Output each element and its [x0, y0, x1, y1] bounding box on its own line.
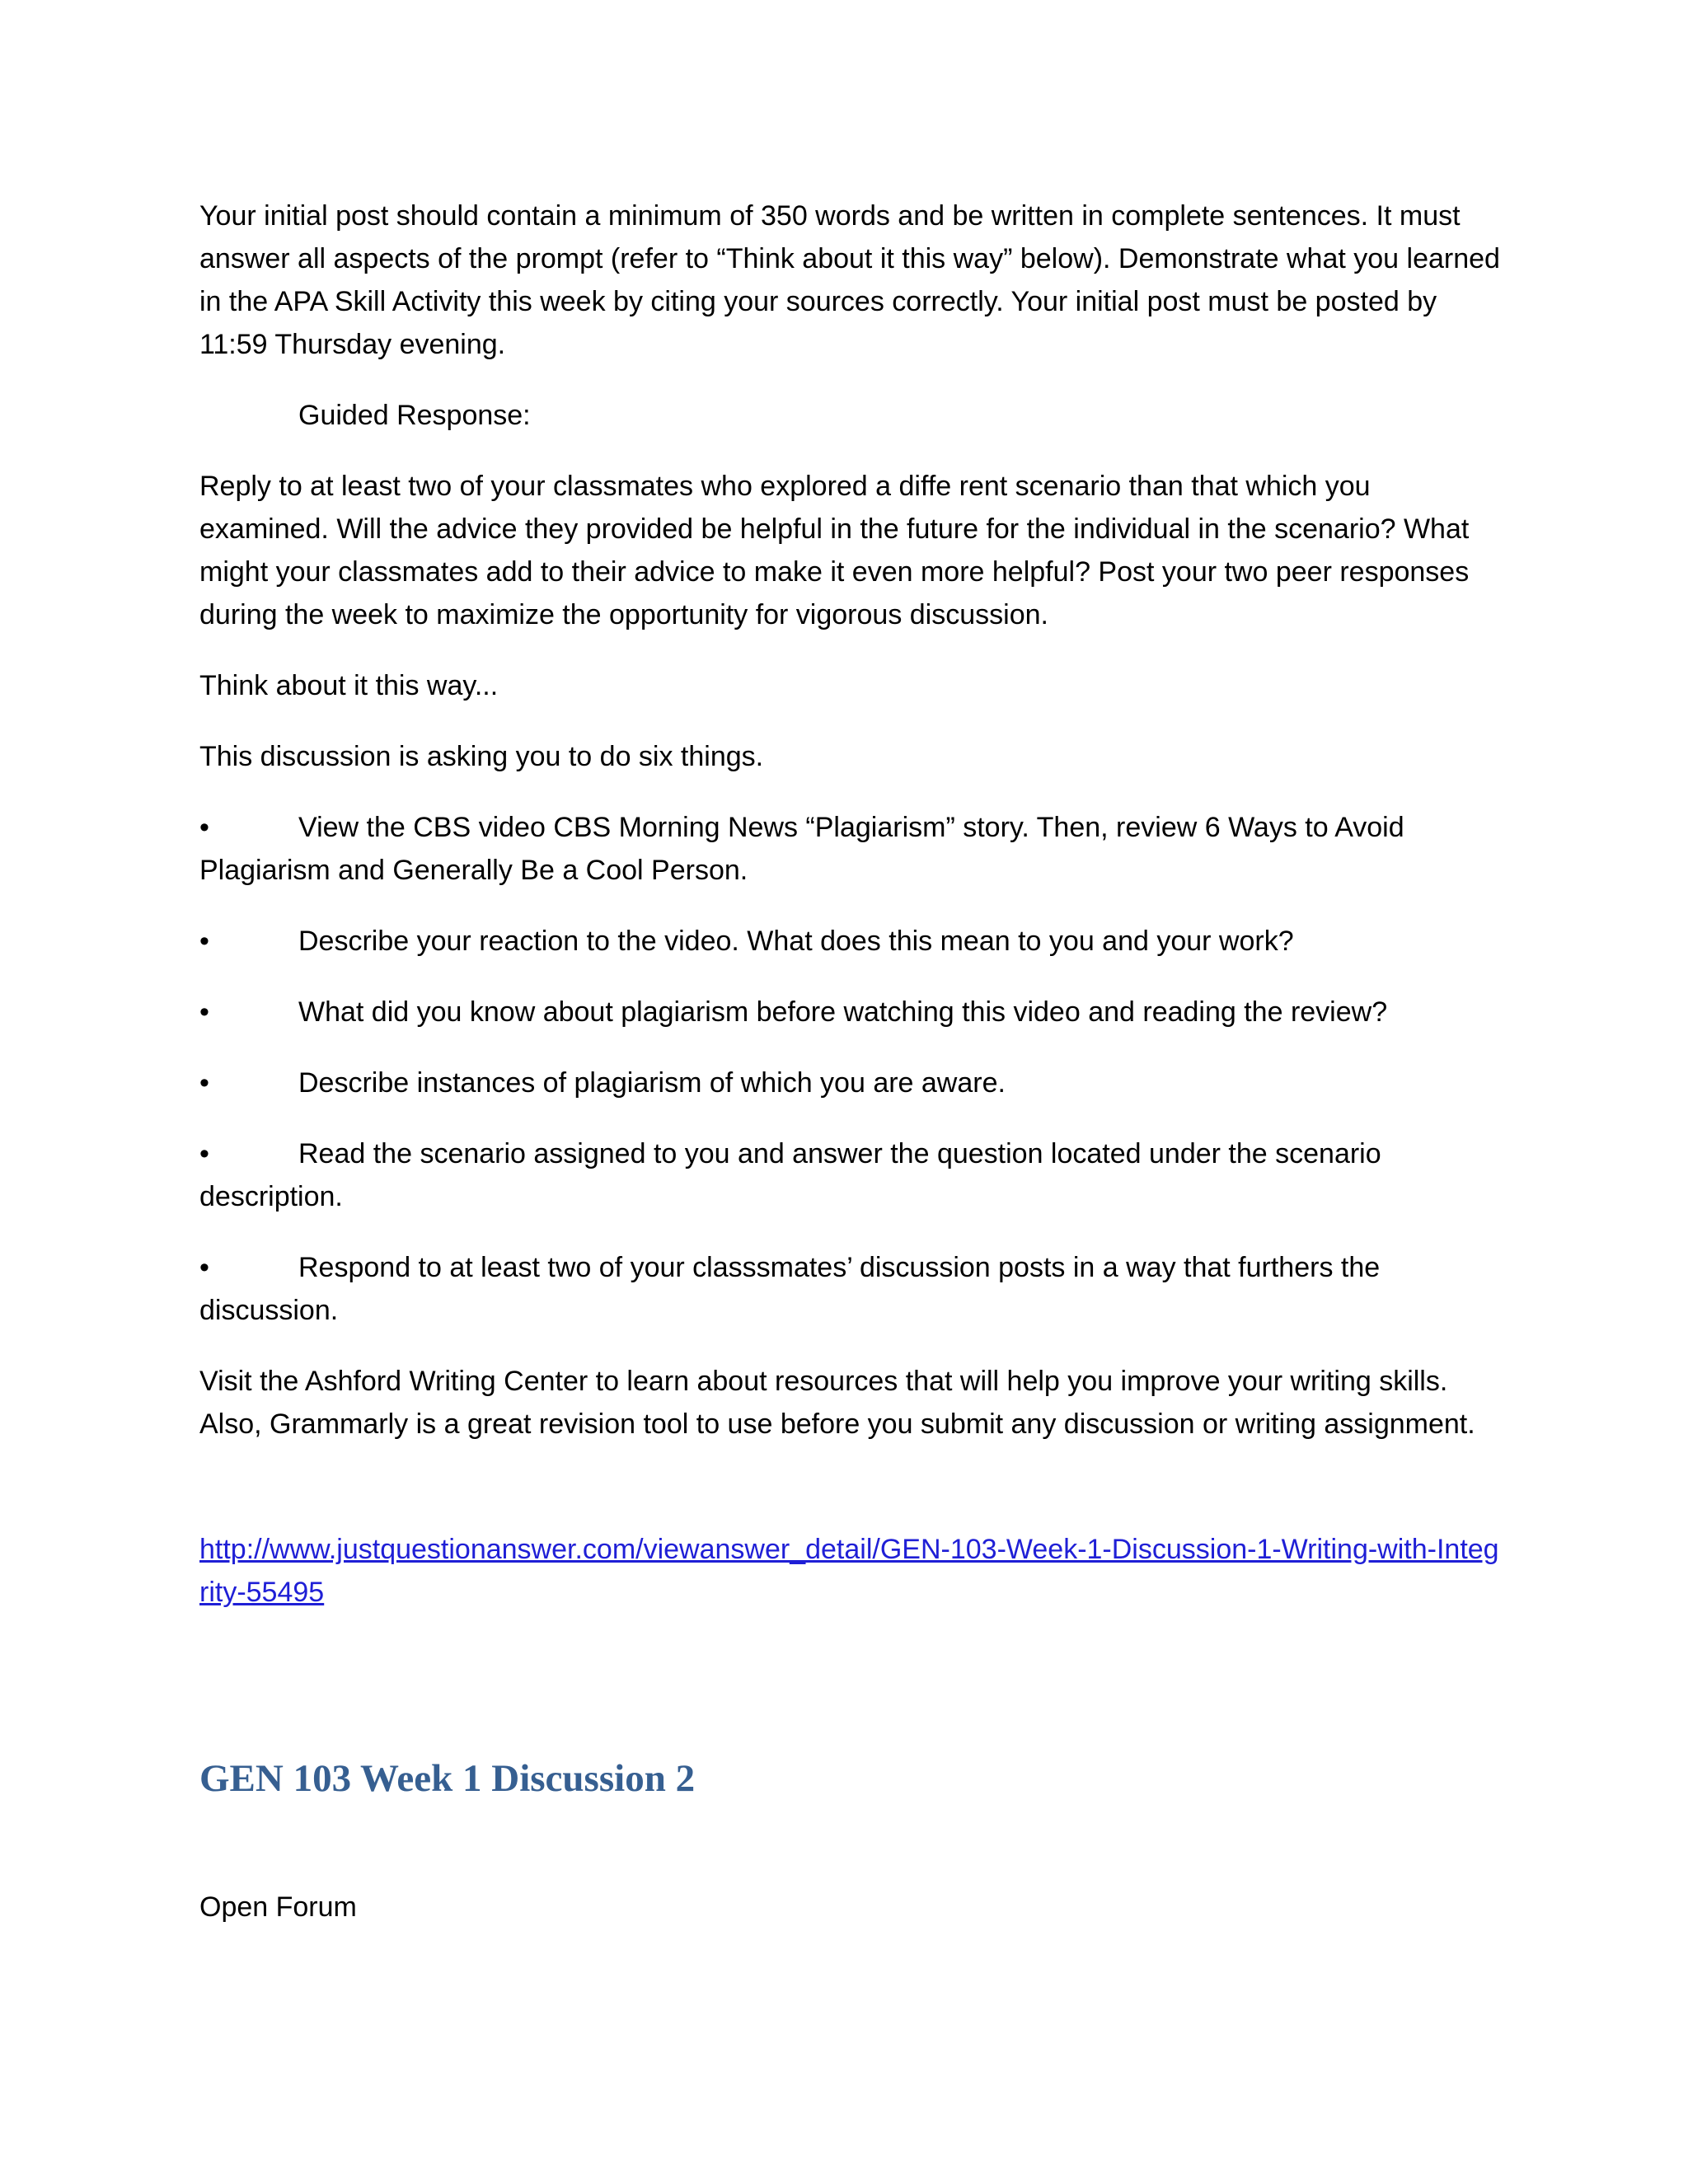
list-item — [199, 1062, 1502, 1104]
bullet-icon: • — [199, 926, 209, 957]
bullet-text: What did you know about plagiarism before watching this video and reading the review? — [298, 996, 1388, 1028]
think-heading: Think about it this way... — [199, 670, 499, 701]
document-page — [199, 194, 1502, 1957]
bullet-text: Respond to at least two of your classsmates’ discussion posts in a way that furthers the discussion. — [199, 1252, 1381, 1326]
bullet-icon: • — [199, 812, 209, 843]
intro-paragraph: Your initial post should contain a minimum of 350 words and be written in complete sentences. It must answer all aspects of the prompt (refer to “Think about it this way” below). Demonstrate what you learned in the APA Skill Activity this week by citing your sources correctly. Your initial post must be posted by 11:59 Thursday evening. — [199, 200, 1500, 360]
bullet-text: Read the scenario assigned to you and answer the question located under the scenario description. — [199, 1138, 1381, 1212]
list-item — [199, 1246, 1502, 1332]
list-item — [199, 1132, 1502, 1218]
section-heading: GEN 103 Week 1 Discussion 2 — [199, 1757, 696, 1800]
six-things-intro: This discussion is asking you to do six things. — [199, 741, 764, 772]
closing-paragraph: Visit the Ashford Writing Center to learn about resources that will help you improve your writing skills. Also, Grammarly is a great revision tool to use before you submit any discussion or writing assignment. — [199, 1366, 1475, 1440]
guided-response-paragraph: Reply to at least two of your classmates who explored a diffe rent scenario than that which you examined. Will the advice they provided be helpful in the future for the individual in the scenario? What might your classmates add to their advice to make it even more helpful? Post your two peer responses during the week to maximize the opportunity for vigorous discussion. — [199, 471, 1470, 630]
bullet-text: Describe your reaction to the video. What does this mean to you and your work? — [298, 926, 1294, 957]
bullet-text: Describe instances of plagiarism of which you are aware. — [298, 1067, 1006, 1099]
bullet-icon: • — [199, 1252, 209, 1283]
section-body: Open Forum — [199, 1891, 357, 1923]
bullet-icon: • — [199, 1067, 209, 1099]
source-link[interactable]: http://www.justquestionanswer.com/viewanswer_detail/GEN-103-Week-1-Discussion-1-Writing-with-Integrity-55495 — [199, 1534, 1499, 1608]
bullet-text: View the CBS video CBS Morning News “Plagiarism” story. Then, review 6 Ways to Avoid Plagiarism and Generally Be a Cool Person. — [199, 812, 1404, 886]
bullet-list — [199, 806, 1502, 1332]
bullet-icon: • — [199, 996, 209, 1028]
guided-response-label: Guided Response: — [298, 400, 531, 431]
list-item — [199, 991, 1502, 1033]
link-block — [199, 1528, 1502, 1614]
list-item — [199, 920, 1502, 963]
list-item — [199, 806, 1502, 892]
bullet-icon: • — [199, 1138, 209, 1169]
